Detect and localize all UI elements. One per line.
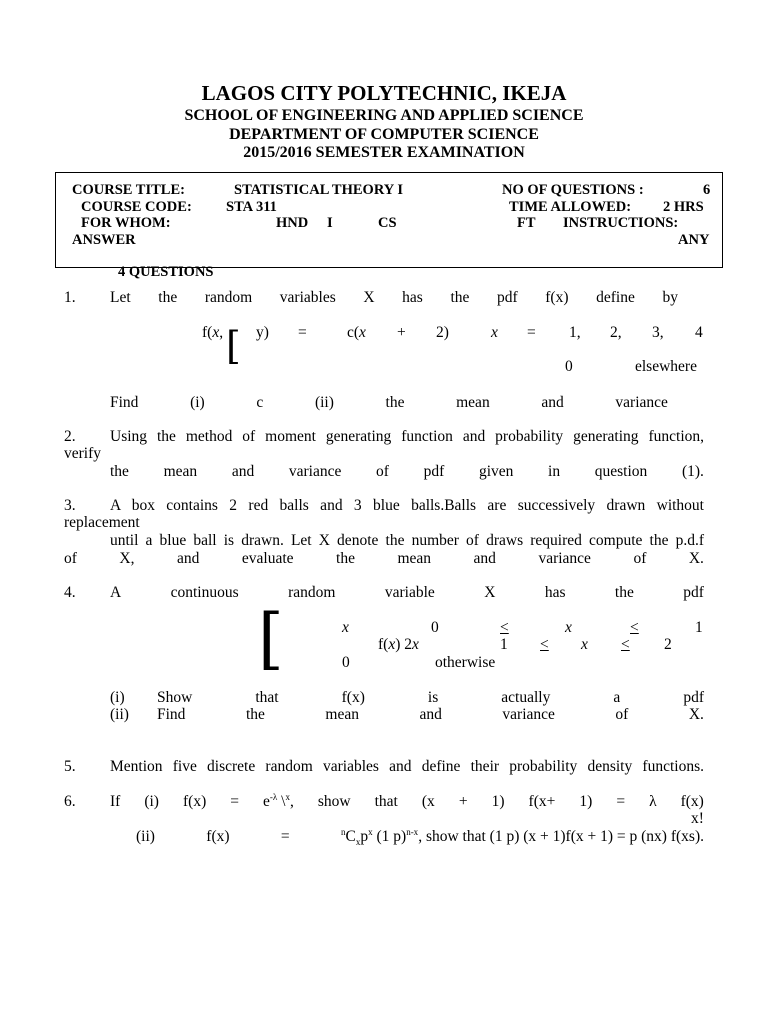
q4-part-i-num: (i)	[110, 689, 125, 706]
q2-word: in	[548, 463, 561, 480]
q1-eq-x: x	[491, 324, 498, 341]
q1-find-word: Find	[110, 394, 139, 411]
q5-number: 5.	[64, 758, 76, 775]
exam-title: 2015/2016 SEMESTER EXAMINATION	[243, 144, 525, 161]
school-title: SCHOOL OF ENGINEERING AND APPLIED SCIENCE	[184, 107, 584, 124]
for-whom-mode: FT	[517, 215, 536, 231]
q6-word: 1)	[491, 793, 505, 810]
q4-r3-zero: 0	[342, 654, 350, 671]
q4-part-i-word: that	[255, 689, 279, 706]
q2-word: (1).	[681, 463, 704, 480]
q2-word: given	[478, 463, 514, 480]
q1-word: X	[363, 289, 375, 306]
q3-word: evaluate	[241, 550, 294, 567]
no-questions-value: 6	[703, 182, 711, 198]
q3-word: of	[633, 550, 647, 567]
q3-word: the	[336, 550, 355, 567]
q4-line1	[110, 584, 704, 601]
q3-word: and	[473, 550, 496, 567]
q5-text: Mention five discrete random variables and define their probability density functions.	[110, 758, 704, 775]
q1-eq-equals2: =	[527, 324, 536, 341]
q3-word: variance	[538, 550, 591, 567]
q2-word: the	[110, 463, 129, 480]
q4-part-i-word: Show	[157, 689, 193, 706]
q4-part-i	[157, 689, 704, 706]
q6-exp: $e^{-\lambda}$ \$^x$,	[263, 791, 294, 810]
q1-word: the	[450, 289, 470, 306]
q2-word: question	[594, 463, 648, 480]
for-whom-label: FOR WHOM:	[81, 215, 171, 231]
q2-word: pdf	[423, 463, 445, 480]
q1-eq-v2: 2,	[610, 324, 622, 341]
q1-word: pdf	[496, 289, 518, 306]
q6-word: that	[374, 793, 398, 810]
q3-line3	[64, 550, 704, 567]
q1-eq-elsewhere: elsewhere	[635, 358, 697, 375]
q6-number: 6.	[64, 793, 76, 810]
q4-r2-le2: <	[621, 636, 630, 653]
answer-word: ANSWER	[72, 232, 136, 248]
q1-text	[110, 289, 678, 306]
q1-word: Let	[110, 289, 131, 306]
instructions-label: INSTRUCTIONS:	[563, 215, 679, 231]
q4-r1-le2: <	[630, 619, 639, 636]
q1-word: the	[158, 289, 178, 306]
q2-line1b: verify	[64, 445, 102, 462]
q6-word: =	[616, 793, 626, 810]
q2-number: 2.	[64, 428, 76, 445]
q3-line1b: replacement	[64, 514, 140, 531]
q1-eq-c: c(x	[347, 324, 366, 341]
q4-r1-le1: <	[500, 619, 509, 636]
q2-word: and	[231, 463, 255, 480]
q1-eq-lhs: f(x,	[202, 324, 224, 341]
course-code-value: STA 311	[226, 199, 277, 215]
q6-ii-eq: =	[280, 828, 290, 845]
q4-part-ii	[157, 706, 704, 723]
q4-word: continuous	[170, 584, 239, 601]
q4-r1-x2: x	[565, 619, 572, 636]
q6-word: (i)	[144, 793, 159, 810]
q4-part-i-word: actually	[501, 689, 551, 706]
q3-word: X.	[688, 550, 704, 567]
q4-word: pdf	[683, 584, 704, 601]
q6-word: (x	[421, 793, 435, 810]
four-questions: 4 QUESTIONS	[118, 264, 214, 280]
q4-part-ii-word: mean	[325, 706, 359, 723]
department-title: DEPARTMENT OF COMPUTER SCIENCE	[229, 126, 539, 143]
q1-eq-plus: +	[397, 324, 406, 341]
q3-word: mean	[397, 550, 432, 567]
q4-word: X	[484, 584, 496, 601]
q4-word: variable	[384, 584, 435, 601]
q6-word: f(x+	[528, 793, 556, 810]
q3-word: of	[64, 550, 77, 567]
q1-eq-v4: 4	[695, 324, 703, 341]
q3-line1: A box contains 2 red balls and 3 blue balls.Balls are successively drawn without	[110, 497, 704, 514]
q1-eq-zero: 0	[565, 358, 573, 375]
q6-word: If	[110, 793, 121, 810]
q4-r2-two: 2	[664, 636, 672, 653]
q2-word: mean	[163, 463, 198, 480]
q4-word: A	[110, 584, 122, 601]
q2-word: variance	[288, 463, 342, 480]
any-word: ANY	[678, 232, 710, 248]
q6-word: 1)	[579, 793, 593, 810]
for-whom-dept: CS	[378, 215, 397, 231]
q6-part-ii	[136, 826, 704, 848]
q4-left-bracket: [	[258, 600, 284, 677]
q1-find-word: and	[541, 394, 564, 411]
q4-part-ii-word: Find	[157, 706, 186, 723]
q2-word: of	[376, 463, 389, 480]
time-allowed-label: TIME ALLOWED:	[509, 199, 632, 215]
q4-number: 4.	[64, 584, 76, 601]
q6-word: =	[230, 793, 240, 810]
q1-find-word: c	[256, 394, 264, 411]
q3-line2: until a blue ball is drawn. Let X denote the number of draws required compute the p.d.f	[110, 532, 704, 549]
q4-word: has	[544, 584, 566, 601]
q1-find-word: (ii)	[314, 394, 334, 411]
q1-eq-y: y)	[256, 324, 269, 341]
q4-r2-x: x	[581, 636, 588, 653]
q1-word: f(x)	[545, 289, 569, 306]
q4-part-i-word: pdf	[683, 689, 704, 706]
q6-word: +	[458, 793, 468, 810]
q1-eq-v3: 3,	[652, 324, 664, 341]
q1-find-word: mean	[456, 394, 490, 411]
q4-part-i-word: a	[613, 689, 621, 706]
q1-number: 1.	[64, 289, 76, 306]
no-questions-label: NO OF QUESTIONS :	[502, 182, 644, 198]
q6-word: f(x)	[680, 793, 704, 810]
q6-ii-label: (ii)	[136, 828, 155, 845]
q4-word: random	[288, 584, 336, 601]
q1-find	[110, 394, 668, 411]
q4-r3-otherwise: otherwise	[435, 654, 496, 671]
q4-word: the	[614, 584, 634, 601]
q4-part-ii-num: (ii)	[110, 706, 129, 723]
course-title-label: COURSE TITLE:	[72, 182, 185, 198]
q1-word: random	[204, 289, 253, 306]
q4-r2-one: 1	[500, 636, 508, 653]
q4-part-ii-word: X.	[688, 706, 704, 723]
institution-title: LAGOS CITY POLYTECHNIC, IKEJA	[201, 81, 567, 105]
q6-part-i	[110, 793, 704, 810]
q2-line1: Using the method of moment generating function and probability generating function,	[110, 428, 704, 445]
course-code-label: COURSE CODE:	[81, 199, 192, 215]
q4-part-i-word: is	[427, 689, 439, 706]
q2-line2	[110, 463, 704, 480]
q3-number: 3.	[64, 497, 76, 514]
q6-ii-formula: $^nC_xp^x$ (1 p)$^{n-x}$, show that (1 p) (x + 1)f(x + 1) = p (nx) f(xs).	[341, 826, 704, 848]
q6-word: f(x)	[183, 793, 207, 810]
q1-word: define	[596, 289, 635, 306]
q1-find-word: variance	[615, 394, 668, 411]
q4-part-ii-word: the	[245, 706, 265, 723]
q1-word: variables	[279, 289, 336, 306]
course-title-value: STATISTICAL THEORY I	[234, 182, 403, 198]
q1-eq-v1: 1,	[569, 324, 581, 341]
q4-r2-f: f(x) 2x	[378, 636, 419, 653]
q4-r1-one: 1	[695, 619, 703, 636]
q4-part-ii-word: of	[615, 706, 629, 723]
q1-find-word: (i)	[190, 394, 205, 411]
q6-x-factorial: x!	[691, 810, 704, 827]
q1-left-bracket: [	[226, 324, 241, 368]
time-allowed-value: 2 HRS	[663, 199, 704, 215]
q4-part-ii-word: variance	[502, 706, 555, 723]
q3-word: and	[177, 550, 200, 567]
q1-word: has	[402, 289, 423, 306]
q1-word: by	[662, 289, 678, 306]
q1-eq-equals: =	[298, 324, 307, 341]
q4-part-i-word: f(x)	[341, 689, 365, 706]
for-whom-hnd: HND	[276, 215, 309, 231]
q4-r1-zero: 0	[431, 619, 439, 636]
q4-r1-x: x	[342, 619, 349, 636]
q4-part-ii-word: and	[419, 706, 442, 723]
q4-r2-le1: <	[540, 636, 549, 653]
q1-eq-two: 2)	[436, 324, 449, 341]
q6-word: λ	[649, 793, 657, 810]
q6-word: show	[317, 793, 351, 810]
q6-ii-f: f(x)	[206, 828, 230, 845]
q3-word: X,	[119, 550, 135, 567]
for-whom-level: I	[327, 215, 333, 231]
q1-find-word: the	[385, 394, 405, 411]
